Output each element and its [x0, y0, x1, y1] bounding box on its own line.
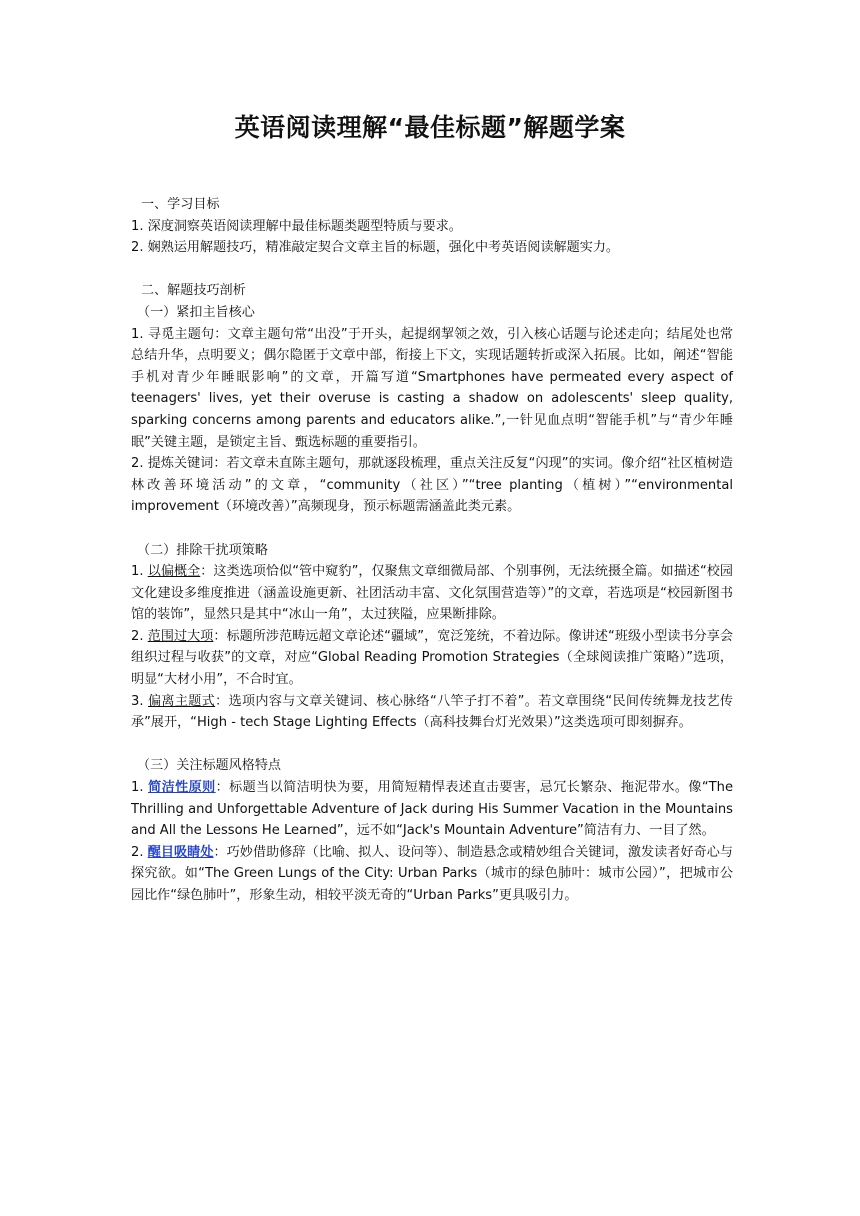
technique-topic-sentence: 1. 寻觅主题句：文章主题句常“出没”于开头，起提纲挈领之效，引入核心话题与论述走向；结尾处也常总结升华，点明要义；偶尔隐匿于文章中部，衔接上下文，实现话题转折或深入拓展。比如，阐述“智能手机对青少年睡眠影响”的文章，开篇写道“Smartphones have permeated every aspect of teenagers' lives, yet their overuse is casting a shadow on adolescents' sleep quality, sparking concerns among parents and educators alike.”,一针见血点明“智能手机”与“青少年睡眠”关键主题，是锁定主旨、甄选标题的重要指引。 — [131, 326, 733, 450]
item-number: 3. — [131, 693, 148, 709]
style-item-2 — [131, 842, 733, 907]
item-number: 2. — [131, 628, 148, 644]
document-title: 英语阅读理解“最佳标题”解题学案 — [234, 113, 626, 142]
section-heading-objectives: 一、学习目标 — [141, 197, 220, 212]
distractor-item-1 — [131, 561, 733, 626]
objective-item-1: 1. 深度洞察英语阅读理解中最佳标题类题型特质与要求。 — [131, 218, 462, 234]
item-text: ：巧妙借助修辞（比喻、拟人、设问等）、制造悬念或精妙组合关键词，激发读者好奇心与探究欲。如“The Green Lungs of the City: Urban Parks（城市的绿色肺叶：城市公园）”，把城市公园比作“绿色肺叶”，形象生动，相较平淡无奇的“Urban Parks”更具吸引力。 — [131, 844, 733, 903]
item-number: 1. — [131, 564, 148, 580]
distractor-item-3 — [131, 691, 733, 734]
technique-keywords: 2. 提炼关键词：若文章未直陈主题句，那就逐段梳理，重点关注反复“闪现”的实词。像介绍“社区植树造林改善环境活动”的文章，“community（社区）”“tree planting（植树）”“environmental improvement（环境改善）”高频现身，预示标题需涵盖此类元素。 — [131, 456, 733, 515]
subsection-heading-distractors: （二）排除干扰项策略 — [137, 542, 268, 558]
term-eye-catching: 醒目吸睛处 — [147, 844, 214, 860]
term-too-broad: 范围过大项 — [147, 628, 214, 644]
term-conciseness: 简洁性原则 — [148, 780, 216, 796]
objective-item-2: 2. 娴熟运用解题技巧，精准敲定契合文章主旨的标题，强化中考英语阅读解题实力。 — [131, 240, 620, 256]
item-text: ：标题当以简洁明快为要，用简短精悍表述直击要害，忌冗长繁杂、拖泥带水。像“The Thrilling and Unforgettable Adventure of Jack during His Summer Vacation in the Mountains and All the Lessons He Learned”，远不如“Jack's Mountain Adventure”简洁有力、一目了然。 — [131, 780, 734, 839]
item-number: 1. — [131, 780, 149, 796]
style-item-1 — [131, 777, 733, 842]
section-heading-techniques: 二、解题技巧剖析 — [141, 283, 246, 299]
item-number: 2. — [131, 844, 148, 860]
item-text: ：标题所涉范畴远超文章论述“疆域”，宽泛笼统，不着边际。像讲述“班级小型读书分享会组织过程与收获”的文章，对应“Global Reading Promotion Strategies（全球阅读推广策略）”选项，明显“大材小用”，不合时宜。 — [131, 628, 734, 688]
subsection-heading-main-idea: （一）紧扣主旨核心 — [137, 304, 255, 320]
document-body — [131, 194, 733, 907]
term-off-topic: 偏离主题式 — [148, 693, 216, 709]
item-text: ：选项内容与文章关键词、核心脉络“八竿子打不着”。若文章围绕“民间传统舞龙技艺传承”展开，“High - tech Stage Lighting Effects（高科技舞台灯光效果）”这类选项可即刻摒弃。 — [131, 693, 733, 731]
distractor-item-2 — [131, 626, 733, 691]
item-text: ：这类选项恰似“管中窥豹”，仅聚焦文章细微局部、个别事例，无法统摄全篇。如描述“校园文化建设多维度推进（涵盖设施更新、社团活动丰富、文化氛围营造等）”的文章，若选项是“校园新图书馆的装饰”，显然只是其中“冰山一角”，太过狭隘，应果断排除。 — [131, 564, 733, 623]
subsection-heading-style: （三）关注标题风格特点 — [137, 758, 282, 774]
term-partial: 以偏概全 — [147, 564, 201, 580]
